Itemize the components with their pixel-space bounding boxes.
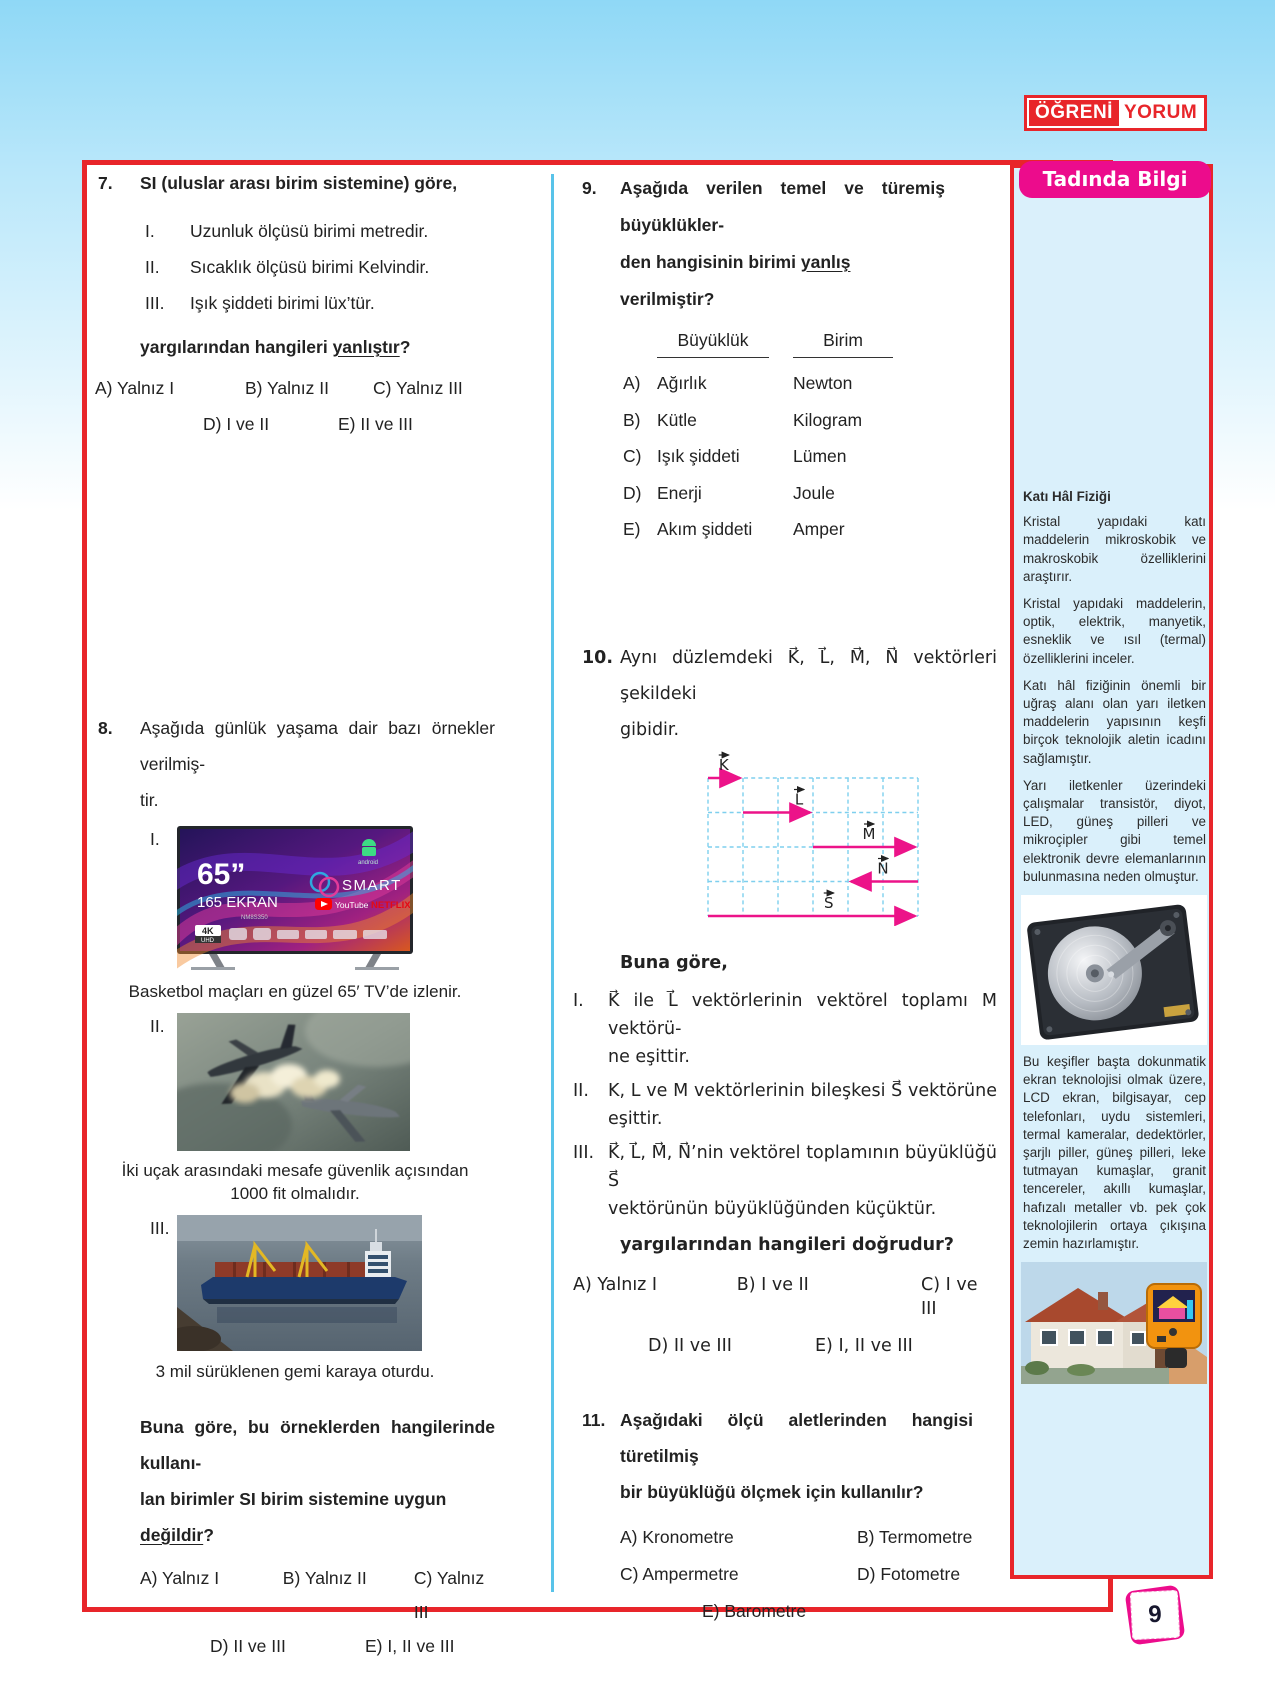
item-text: Sıcaklık ölçüsü birimi Kelvindir. bbox=[190, 257, 430, 277]
example-item-2 bbox=[140, 1013, 495, 1151]
page-number-badge bbox=[1125, 1585, 1186, 1646]
smart-text: SMART bbox=[342, 877, 402, 894]
option-letter: E) bbox=[623, 519, 641, 539]
sidebar-paragraph: Kristal yapıdaki maddelerin, optik, elektrik, manyetik, esneklik ve ısıl (termal) özelliklerini inceler. bbox=[1023, 596, 1206, 666]
svg-text:L: L bbox=[794, 790, 804, 809]
question-9-stem-line1: Aşağıda verilen temel ve türemiş büyüklükler- bbox=[620, 178, 945, 235]
hard-disk-image bbox=[1021, 895, 1207, 1045]
table-row bbox=[623, 402, 945, 439]
table-row bbox=[623, 475, 945, 512]
option-letter: A) bbox=[623, 373, 641, 393]
question-11-number: 11. bbox=[582, 1410, 606, 1430]
option-b: B) Yalnız II bbox=[245, 378, 329, 398]
sidebar-paragraph: Bu keşifler başta dokunmatik ekran teknolojisi olmak üzere, LCD ekran, bilgisayar, cep telefonları, uydu sistemleri, termal kameralar, dedektörler, şarjlı piller, güneş pilleri, leke tutmayan kumaşlar, granit tencereler, akıllı kumaşlar, hafızalı metaller vb. pek çok teknolojilerin ortaya çıkışına zemin hazırlamıştır. bbox=[1023, 1054, 1206, 1252]
options-row bbox=[203, 406, 487, 442]
quantity-cell: Işık şiddeti bbox=[657, 446, 740, 466]
badge-4k-text: 4K bbox=[202, 926, 214, 936]
question-11 bbox=[573, 1402, 973, 1624]
quantity-cell: Ağırlık bbox=[657, 373, 707, 393]
options-row bbox=[620, 1561, 973, 1587]
option-d: D) II ve III bbox=[648, 1336, 732, 1356]
thermal-camera-image bbox=[1021, 1262, 1207, 1384]
cargo-ship-image bbox=[177, 1215, 422, 1351]
quantity-cell: Akım şiddeti bbox=[657, 519, 753, 539]
item-label: II. bbox=[145, 257, 160, 277]
column-divider bbox=[551, 174, 554, 1592]
youtube-icon bbox=[315, 898, 332, 910]
option-a: A) Yalnız I bbox=[95, 378, 175, 398]
table-row bbox=[623, 365, 945, 402]
brand-logo bbox=[1024, 95, 1207, 131]
question-8 bbox=[95, 710, 495, 1663]
sidebar-paragraph: Yarı iletkenler üzerindeki çalışmalar transistör, diyot, LED, güneş pilleri ve mikroçipler gibi temel elektronik devre elemanlarının bulunmasına neden olmuştur. bbox=[1023, 777, 1206, 884]
statement-item bbox=[140, 249, 487, 285]
unit-cell: Lümen bbox=[793, 446, 847, 466]
option-c: C) Ampermetre bbox=[620, 1564, 739, 1584]
table-row bbox=[623, 511, 945, 548]
item-label: III. bbox=[145, 293, 165, 313]
option-a: A) Yalnız I bbox=[573, 1275, 658, 1295]
unit-cell: Kilogram bbox=[793, 409, 863, 430]
question-10-number: 10. bbox=[582, 648, 614, 668]
smart-tv-image bbox=[177, 826, 413, 971]
quantity-unit-table bbox=[623, 328, 945, 548]
options-row bbox=[620, 1524, 973, 1550]
question-10-stem-line1: Aynı düzlemdeki K⃗, L⃗, M⃗, N⃗ vektörleri şekildeki bbox=[620, 648, 997, 704]
caption-ship: 3 mil sürüklenen gemi karaya oturdu. bbox=[155, 1362, 435, 1381]
option-c: C) I ve III bbox=[921, 1275, 978, 1319]
item-text: Işık şiddeti birimi lüx’tür. bbox=[190, 293, 375, 313]
option-a: A) Yalnız I bbox=[140, 1568, 220, 1588]
caption-airplanes bbox=[95, 1159, 495, 1205]
statement-item bbox=[140, 285, 487, 321]
statement-item bbox=[573, 987, 997, 1071]
option-b: B) Yalnız II bbox=[282, 1568, 367, 1588]
statement-line: K, L ve M vektörlerinin bileşkesi S⃗ vektörüne bbox=[608, 1081, 997, 1101]
question-9-number: 9. bbox=[582, 178, 597, 198]
question-7-prompt: yargılarından hangileri yanlıştır? bbox=[140, 337, 411, 357]
question-10-prompt: yargılarından hangileri doğrudur? bbox=[620, 1235, 954, 1255]
youtube-text: YouTube bbox=[335, 900, 369, 910]
caption-line: 1000 fit olmalıdır. bbox=[230, 1184, 360, 1203]
option-d: D) I ve II bbox=[203, 414, 270, 434]
tv-model-text: NM8S350 bbox=[241, 915, 268, 921]
sidebar-paragraph: Kristal yapıdaki katı maddelerin mikroskobik ve makroskobik özelliklerini araştırır. bbox=[1023, 514, 1206, 584]
option-e: E) II ve III bbox=[338, 414, 413, 434]
unit-cell: Newton bbox=[793, 373, 853, 393]
item-label: I. bbox=[573, 991, 584, 1011]
svg-text:N: N bbox=[877, 859, 889, 878]
statement-line: K⃗, L⃗, M⃗, N⃗’nin vektörel toplamının büyüklüğü S⃗ bbox=[608, 1143, 997, 1191]
item-text: Uzunluk ölçüsü birimi metredir. bbox=[190, 221, 429, 241]
table-header-quantity: Büyüklük bbox=[657, 328, 769, 358]
brand-logo-part1: ÖĞRENİ bbox=[1029, 100, 1119, 126]
question-10-stem-line2: gibidir. bbox=[620, 720, 680, 740]
options-row bbox=[702, 1598, 973, 1624]
svg-text:M: M bbox=[862, 825, 876, 843]
table-header-unit: Birim bbox=[793, 328, 893, 358]
question-9-stem-line2: den hangisinin birimi yanlış verilmiştir? bbox=[620, 252, 851, 309]
tv-screen-text: 165 EKRAN bbox=[197, 894, 278, 911]
option-e: E) I, II ve III bbox=[815, 1336, 913, 1356]
netflix-text: NETFLIX bbox=[371, 900, 411, 911]
option-e: E) Barometre bbox=[702, 1601, 807, 1621]
statement-line: eşittir. bbox=[608, 1109, 663, 1129]
item-label: II. bbox=[150, 1016, 165, 1036]
question-7 bbox=[95, 165, 487, 442]
caption-line: İki uçak arasındaki mesafe güvenlik açısından bbox=[121, 1161, 469, 1180]
option-c: C) Yalnız III bbox=[373, 378, 463, 398]
item-label: III. bbox=[573, 1143, 595, 1163]
tv-stand-icon bbox=[191, 954, 399, 970]
item-label: I. bbox=[150, 829, 160, 849]
question-10 bbox=[573, 640, 997, 1358]
option-e: E) I, II ve III bbox=[365, 1636, 455, 1656]
unit-cell: Joule bbox=[793, 482, 835, 503]
quantity-cell: Enerji bbox=[657, 482, 702, 503]
option-letter: B) bbox=[623, 409, 641, 430]
option-c: C) Yalnız III bbox=[413, 1568, 485, 1622]
table-row bbox=[623, 438, 945, 475]
question-9 bbox=[573, 170, 945, 548]
sidebar-paragraph: Katı hâl fiziğinin önemli bir uğraş alanı olan yarı iletken maddelerin yapısının keşfi birçok teknolojik aletin icadını sağlamıştır. bbox=[1023, 677, 1206, 766]
options-row bbox=[573, 1273, 997, 1321]
svg-text:S: S bbox=[823, 894, 834, 912]
statement-item bbox=[573, 1077, 997, 1133]
statement-line: K⃗ ile L⃗ vektörlerinin vektörel toplamı M vektörü- bbox=[608, 991, 997, 1039]
badge-uhd-text: UHD bbox=[201, 938, 214, 944]
question-8-prompt-line2: lan birimler SI birim sistemine uygun değildir? bbox=[140, 1489, 447, 1545]
question-11-stem-line1: Aşağıdaki ölçü aletlerinden hangisi türetilmiş bbox=[620, 1410, 973, 1466]
tv-size-text: 65” bbox=[197, 858, 246, 891]
statement-item bbox=[573, 1139, 997, 1223]
brand-logo-part2: YORUM bbox=[1123, 102, 1198, 123]
option-d: D) Fotometre bbox=[857, 1564, 961, 1584]
option-a: A) Kronometre bbox=[620, 1527, 734, 1547]
question-8-number: 8. bbox=[98, 718, 113, 738]
question-10-lead: Buna göre, bbox=[620, 953, 728, 973]
option-letter: C) bbox=[623, 446, 642, 466]
option-b: B) Termometre bbox=[857, 1527, 973, 1547]
statement-line: ne eşittir. bbox=[608, 1047, 690, 1067]
statement-line: vektörünün büyüklüğünden küçüktür. bbox=[608, 1199, 937, 1219]
vector-diagram bbox=[694, 748, 997, 931]
example-item-1 bbox=[140, 826, 495, 971]
android-icon bbox=[362, 839, 376, 856]
unit-cell: Amper bbox=[793, 519, 845, 539]
airplanes-image bbox=[177, 1013, 410, 1151]
page-number: 9 bbox=[1130, 1590, 1180, 1640]
sidebar-content bbox=[1023, 488, 1206, 1392]
caption-tv: Basketbol maçları en güzel 65′ TV’de izlenir. bbox=[128, 982, 462, 1001]
question-8-stem-line2: tir. bbox=[140, 790, 159, 810]
question-8-prompt-line1: Buna göre, bu örneklerden hangilerinde kullanı- bbox=[140, 1417, 495, 1473]
question-7-number: 7. bbox=[98, 173, 113, 193]
android-text: android bbox=[358, 860, 379, 866]
statement-item bbox=[140, 213, 487, 249]
svg-text:K: K bbox=[718, 756, 729, 774]
options-row bbox=[95, 370, 487, 406]
option-d: D) II ve III bbox=[210, 1636, 286, 1656]
question-11-stem-line2: bir büyüklüğü ölçmek için kullanılır? bbox=[620, 1482, 924, 1502]
option-b: B) I ve II bbox=[736, 1275, 809, 1295]
question-7-stem: SI (uluslar arası birim sistemine) göre, bbox=[140, 173, 458, 193]
item-label: II. bbox=[573, 1081, 589, 1101]
sidebar-title: Katı Hâl Fiziği bbox=[1023, 489, 1111, 504]
options-row bbox=[210, 1629, 495, 1663]
item-label: III. bbox=[150, 1218, 170, 1238]
option-letter: D) bbox=[623, 482, 642, 503]
item-label: I. bbox=[145, 221, 155, 241]
options-row bbox=[648, 1334, 997, 1358]
quantity-cell: Kütle bbox=[657, 409, 697, 430]
options-row bbox=[140, 1561, 495, 1629]
question-8-stem-line1: Aşağıda günlük yaşama dair bazı örnekler verilmiş- bbox=[140, 718, 495, 774]
example-item-3 bbox=[140, 1215, 495, 1351]
sidebar-badge: Tadında Bilgi bbox=[1019, 161, 1211, 198]
